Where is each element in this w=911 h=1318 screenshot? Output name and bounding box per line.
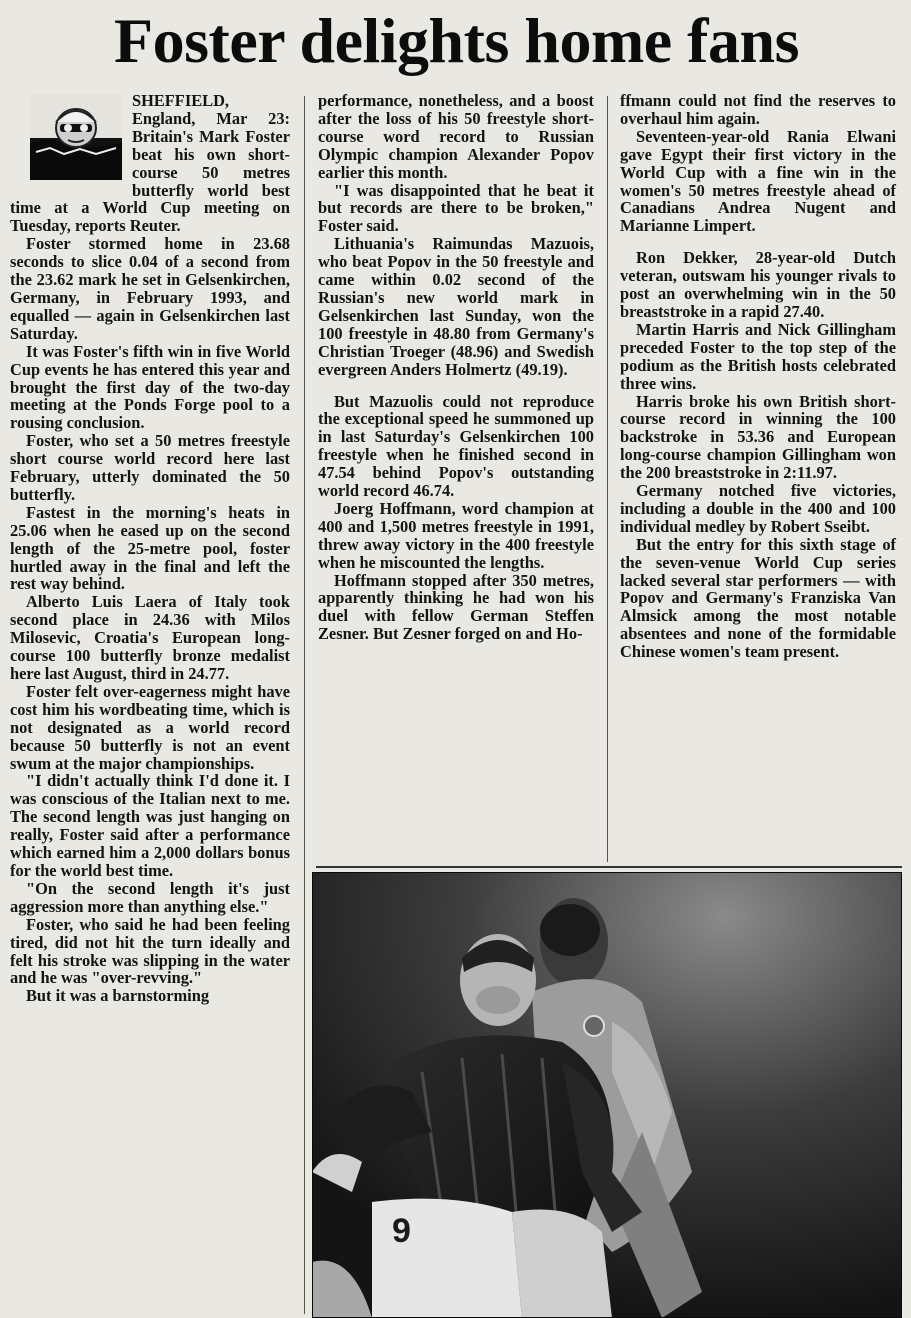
column-divider (607, 96, 608, 862)
paragraph: Harris broke his own British short-course record in winning the 100 backstroke in 53.36 and European long-course champion Gillingham won the 200 breaststroke in 2:11.97. (620, 391, 896, 483)
jersey-number: 9 (392, 1212, 411, 1250)
paragraph: Foster felt over-eagerness might have cost him his wordbeating time, which is not designated as a world record because 50 butterfly is not an event swum at the major championships. (10, 681, 290, 773)
column-divider (304, 96, 305, 1314)
paragraph: Germany notched five victories, including a double in the 400 and 100 individual medley by Robert Sseibt. (620, 481, 896, 536)
article-column-2 (318, 92, 594, 643)
article-column-3 (620, 92, 896, 661)
paragraph: "I was disappointed that he beat it but records are there to be broken," Foster said. (318, 180, 594, 236)
paragraph: But Mazuolis could not reproduce the exceptional speed he summoned up in last Saturday's Gelsenkirchen 100 freestyle when he finished second in 47.54 behind Popov's outstanding world record 46.74. (318, 391, 594, 501)
paragraph: Martin Harris and Nick Gillingham preceded Foster to the top step of the podium as the British hosts celebrated three wins. (620, 319, 896, 393)
paragraph: Fastest in the morning's heats in 25.06 when he eased up on the second length of the 25-metre pool, foster hurtled away in the final and left the rest way behind. (10, 502, 290, 594)
article-column-1 (10, 92, 290, 1005)
paragraph: Foster, who set a 50 metres freestyle short course world record here last February, utterly dominated the 50 butterfly. (10, 431, 290, 504)
swimmer-mugshot-image (30, 94, 122, 180)
paragraph: Seventeen-year-old Rania Elwani gave Egypt their first victory in the World Cup with a fine win in the women's 50 metres freestyle ahead of Canadians Andrea Nugent and Marianne Limpert. (620, 126, 896, 236)
paragraph: But the entry for this sixth stage of the seven-venue World Cup series lacked several star performers — with Popov and Germany's Franziska Van Almsick among the most notable absentees and none of the formidable Chinese women's team present. (620, 534, 896, 662)
paragraph: "I didn't actually think I'd done it. I was conscious of the Italian next to me. The second length was just hanging on really, Foster said after a performance which earned him a 2,000 dollars bonus for the world best time. (10, 771, 290, 880)
paragraph: Hoffmann stopped after 350 metres, apparently thinking he had won his duel with fellow German Steffen Zesner. But Zesner forged on and Ho- (318, 570, 594, 644)
paragraph: Lithuania's Raimundas Mazuois, who beat Popov in the 50 freestyle and came within 0.02 second of the Russian's new world mark in Gelsenkirchen last Sunday, won the 100 freestyle in 48.80 from Germany's Christian Troeger (48.96) and Swedish evergreen Anders Holmertz (49.19). (318, 234, 594, 379)
paragraph: Alberto Luis Laera of Italy took second place in 24.36 with Milos Milosevic, Croatia's European long-course 100 butterfly bronze medalist here last August, third in 24.77. (10, 592, 290, 683)
paragraph: "On the second length it's just aggression more than anything else." (10, 878, 290, 916)
paragraph: Ron Dekker, 28-year-old Dutch veteran, outswam his younger rivals to post an overwhelming win in the 50 breaststroke in a rapid 27.40. (620, 248, 896, 321)
paragraph: Joerg Hoffmann, word champion at 400 and 1,500 metres freestyle in 1991, threw away victory in the 400 freestyle when he miscounted the lengths. (318, 498, 594, 572)
paragraph: But it was a barnstorming (26, 986, 210, 1006)
paragraph: performance, nonetheless, and a boost after the loss of his 50 freestyle short-course word record to Russian Olympic champion Alexander Popov earlier this month. (318, 91, 594, 182)
paragraph: ffmann could not find the reserves to overhaul him again. (620, 91, 896, 128)
paragraph: SHEFFIELD, England, Mar 23: Britain's Mark Foster beat his own short-course 50 metres butterfly world best time at a World Cup meeting on Tuesday, reports Reuter. (10, 91, 290, 236)
football-match-photo (312, 872, 902, 1318)
paragraph: Foster stormed home in 23.68 seconds to slice 0.04 of a second from the 23.62 mark he set in Gelsenkirchen, Germany, in February 1993, and equalled — again in Gelsenkirchen last Saturday. (10, 234, 290, 343)
headline: Foster delights home fans (114, 5, 799, 76)
paragraph: Foster, who said he had been feeling tired, did not hit the turn ideally and felt his stroke was slipping in the water and he was "over-revving." (10, 914, 290, 988)
photo-top-rule (316, 866, 902, 868)
paragraph: It was Foster's fifth win in five World Cup events he has entered this year and brought the first day of the two-day meeting at the Ponds Forge pool to a rousing conclusion. (10, 341, 290, 433)
